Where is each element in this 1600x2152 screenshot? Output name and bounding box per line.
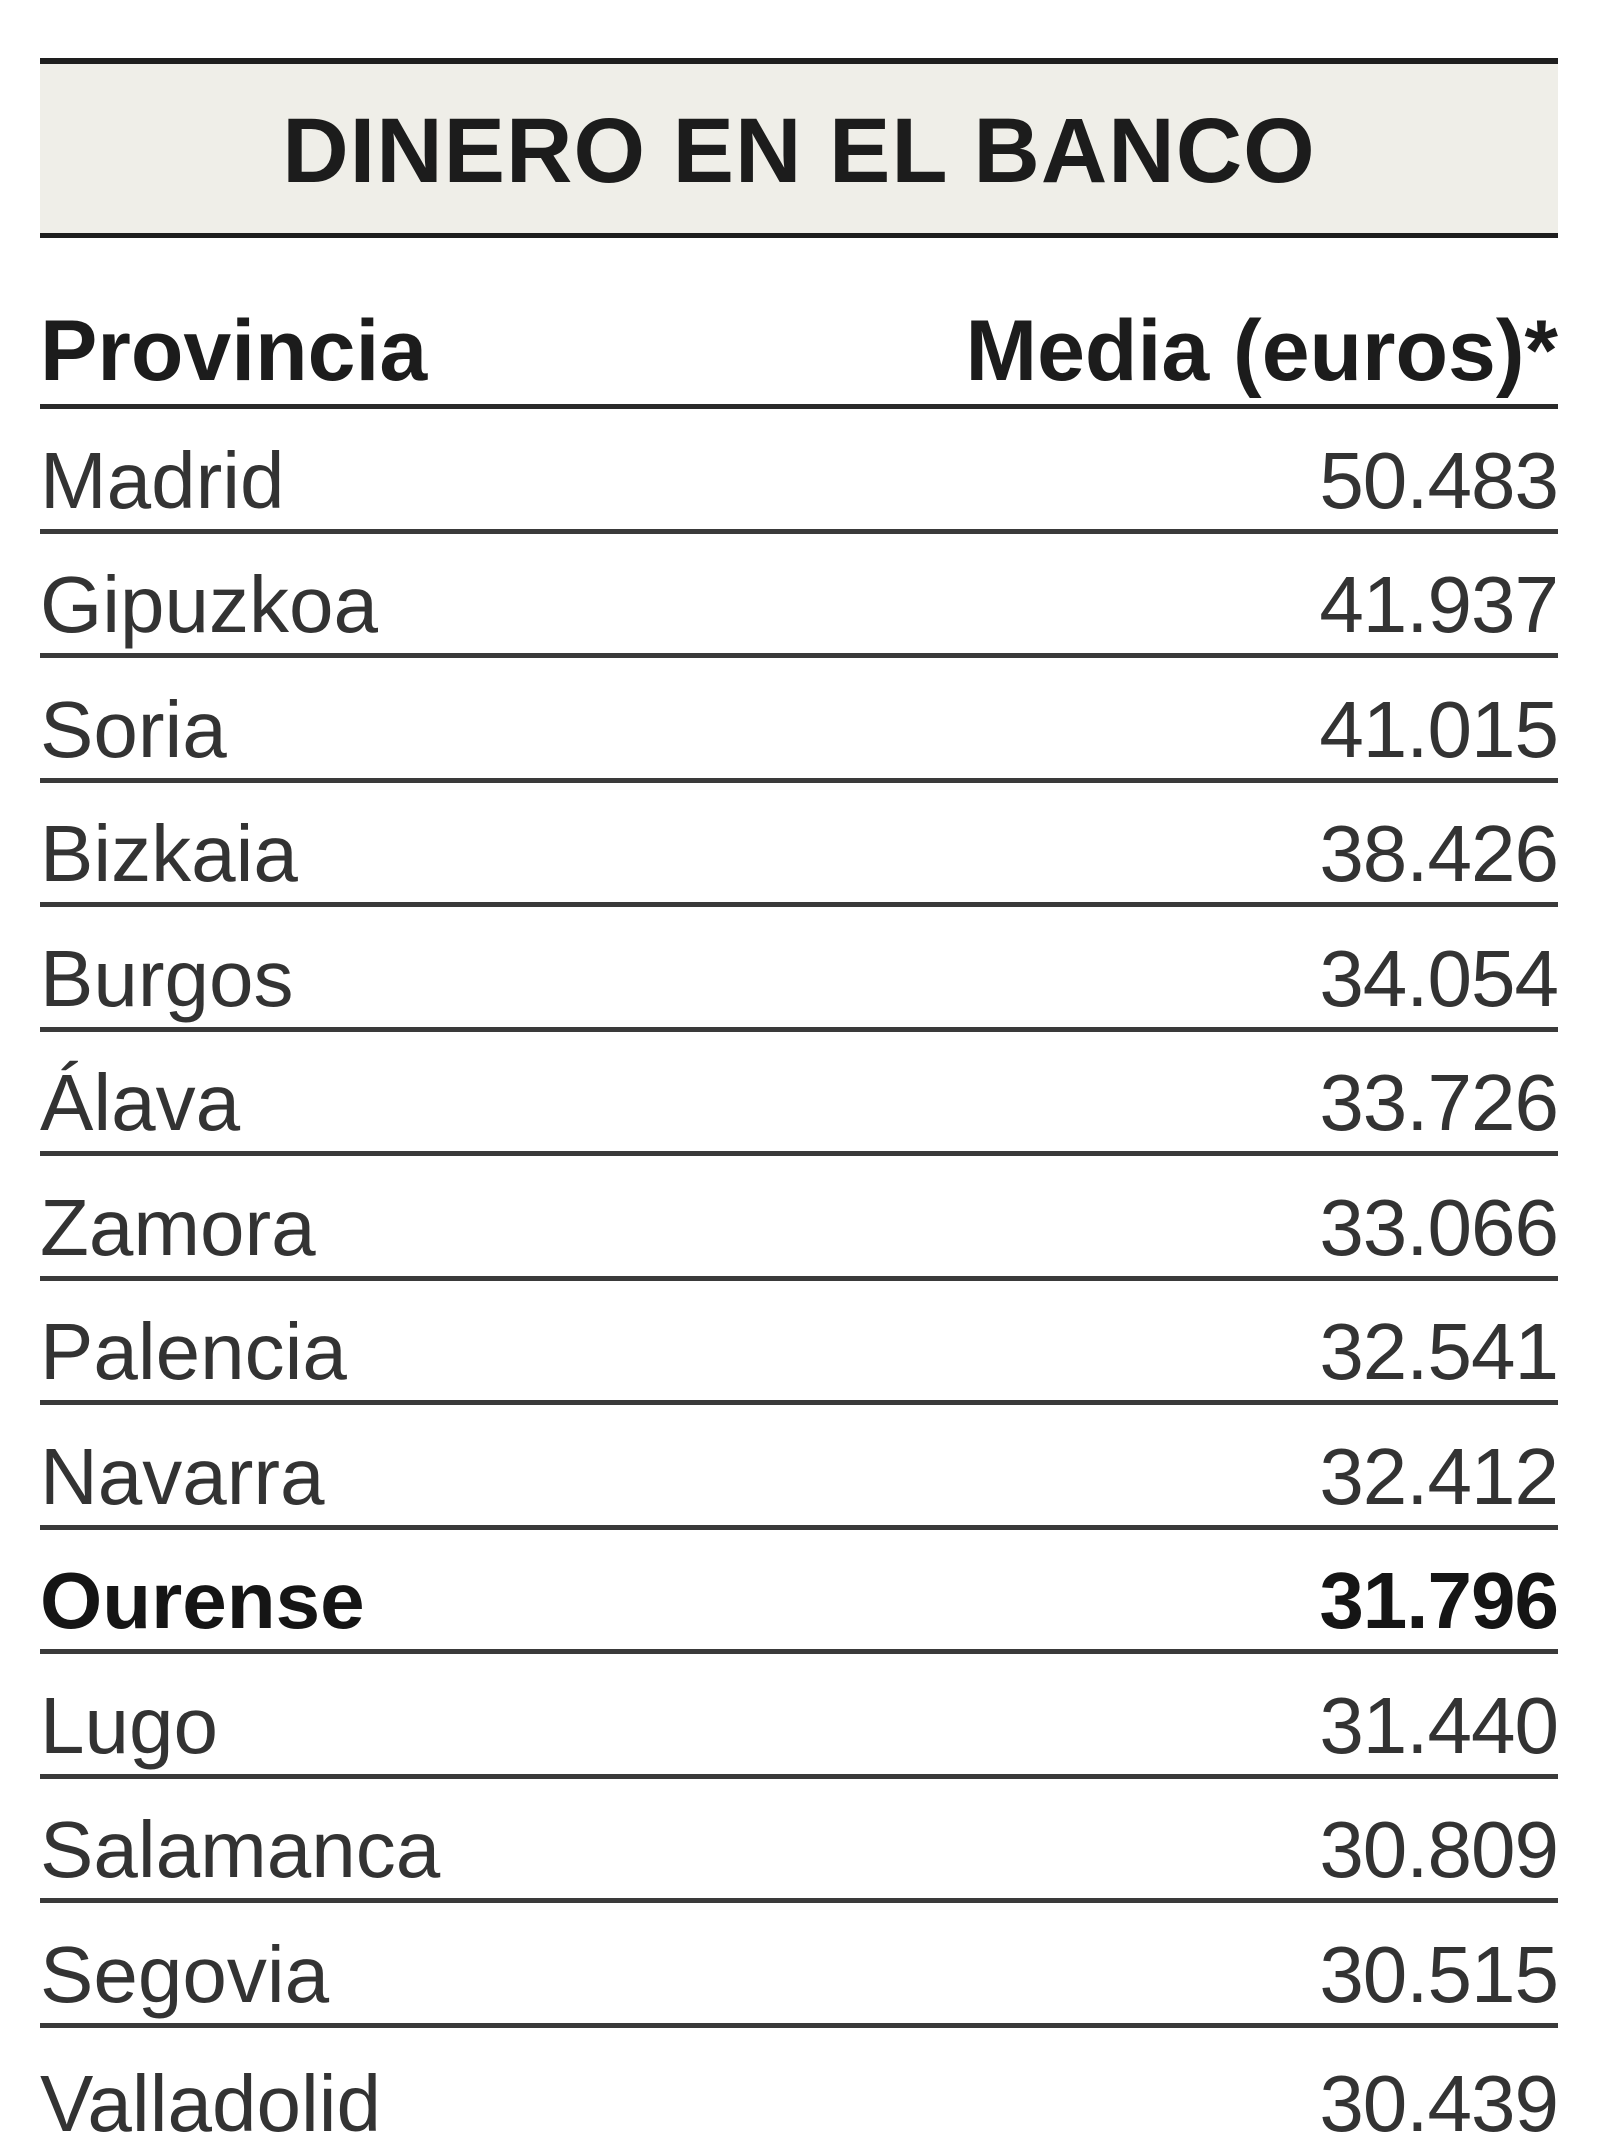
cell-media: 30.515 — [1319, 1935, 1558, 2015]
cell-media: 32.412 — [1319, 1437, 1558, 1517]
cell-media: 30.439 — [1319, 2064, 1558, 2144]
cell-media: 33.066 — [1319, 1188, 1558, 1268]
cell-media: 32.541 — [1319, 1312, 1558, 1392]
cell-provincia: Gipuzkoa — [40, 565, 378, 645]
data-table — [40, 58, 1558, 2152]
table-row — [40, 1654, 1558, 1779]
cell-media: 30.809 — [1319, 1810, 1558, 1890]
table-row — [40, 2028, 1558, 2152]
table-row — [40, 1903, 1558, 2028]
cell-provincia: Zamora — [40, 1188, 316, 1268]
cell-provincia: Álava — [40, 1063, 240, 1143]
column-header-media: Media (euros)* — [965, 308, 1558, 394]
table-row — [40, 1530, 1558, 1655]
cell-provincia: Madrid — [40, 441, 285, 521]
column-header-provincia: Provincia — [40, 308, 427, 394]
table-row — [40, 907, 1558, 1032]
table-body — [40, 409, 1558, 2152]
table-row — [40, 783, 1558, 908]
table-row — [40, 1405, 1558, 1530]
cell-media: 41.015 — [1319, 690, 1558, 770]
cell-provincia: Burgos — [40, 939, 293, 1019]
table-row — [40, 1032, 1558, 1157]
cell-provincia: Bizkaia — [40, 814, 298, 894]
table-row — [40, 534, 1558, 659]
cell-media: 33.726 — [1319, 1063, 1558, 1143]
cell-media: 31.440 — [1319, 1686, 1558, 1766]
cell-media: 41.937 — [1319, 565, 1558, 645]
cell-provincia: Lugo — [40, 1686, 218, 1766]
cell-provincia: Ourense — [40, 1561, 365, 1641]
cell-provincia: Salamanca — [40, 1810, 440, 1890]
cell-provincia: Soria — [40, 690, 227, 770]
table-header-row — [40, 238, 1558, 409]
table-row — [40, 1779, 1558, 1904]
table-row — [40, 1281, 1558, 1406]
cell-media: 38.426 — [1319, 814, 1558, 894]
cell-provincia: Navarra — [40, 1437, 325, 1517]
cell-media: 31.796 — [1319, 1561, 1558, 1641]
table-row — [40, 1156, 1558, 1281]
cell-provincia: Valladolid — [40, 2064, 381, 2144]
table-title: DINERO EN EL BANCO — [282, 99, 1316, 204]
cell-provincia: Palencia — [40, 1312, 347, 1392]
cell-media: 50.483 — [1319, 441, 1558, 521]
cell-media: 34.054 — [1319, 939, 1558, 1019]
table-row — [40, 409, 1558, 534]
cell-provincia: Segovia — [40, 1935, 329, 2015]
table-row — [40, 658, 1558, 783]
table-title-band — [40, 58, 1558, 238]
